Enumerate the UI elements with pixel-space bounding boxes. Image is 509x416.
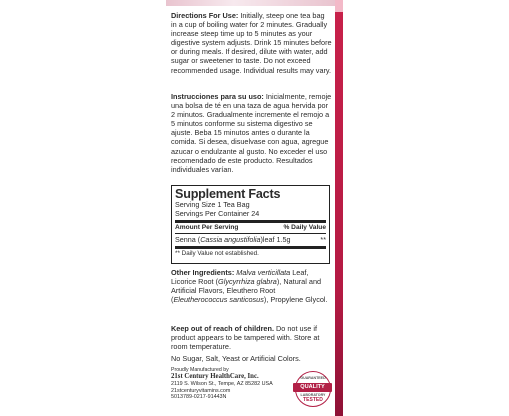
other-ingredients-heading: Other Ingredients: [171,268,235,277]
warning-body: Do not use if product appears to be tampered with. Store at room temperature. [171,324,320,352]
supplement-facts-title: Supplement Facts [175,187,281,201]
other-latin-1: Malva verticillata [236,268,291,277]
warning-heading: Keep out of reach of children. [171,324,274,333]
ingredient-row [175,235,326,244]
directions-section [171,11,332,75]
no-sugar-statement: No Sugar, Salt, Yeast or Artificial Colors. [171,354,301,363]
other-latin-3: Eleutherococcus santicosus [173,295,264,305]
other-text-4: ), Propylene Glycol. [263,295,328,305]
amount-per-serving-header: Amount Per Serving [175,224,239,232]
other-latin-2: Glycyrrhiza glabra [218,277,277,287]
supplement-facts-box [171,185,330,264]
ingredient-dv: ** [320,235,326,245]
instrucciones-body: Inicialmente, remoje una bolsa de té en una taza de agua hervida por 2 minutos. Gradualmente incremente el remojo a 5 minutos conforme su sistema digestivo se ajuste. Beba 15 minutos antes o durante la comida. Si desea, disuelvase con agua, agregue azucar o endulzante al gusto. No exceder el uso recomendado de este producto. Resultados individuales varían. [171,92,332,174]
left-background [0,0,166,416]
badge-top-text: GUARANTEED [300,376,326,380]
badge-band: QUALITY [293,383,332,392]
right-background [343,0,509,416]
thin-rule [175,233,326,234]
manufacturer-website: 21stcenturyvitamins.com [171,387,231,394]
manufacturer-block [171,367,291,401]
other-ingredients-section [171,268,332,304]
warning-section [171,324,332,351]
daily-value-header: % Daily Value [283,224,326,232]
directions-body: Initially, steep one tea bag in a cup of boiling water for 2 minutes. Gradually increase steep time up to 5 minutes as your digestive system adjusts. Drink 15 minutes before or during meals. If desired, dilute with water, add sugar or sweetener to taste. Do not exceed recommended usage. Individual results may vary. [171,11,332,75]
facts-header-row [175,224,326,232]
ingredient-amount: 1.5g [276,235,291,245]
manufacturer-address: 2119 S. Wilson St., Tempe, AZ 85282 USA [171,381,273,388]
other-text-2: Leaf, Licorice Root ( [171,268,309,287]
ingredient-label [175,235,291,244]
badge-tested-text: TESTED [303,397,323,403]
manufacturer-company: 21st Century HealthCare, Inc. [171,373,259,381]
ingredient-latin: Cassia angustifolia [200,235,261,245]
footnote: ** Daily Value not established. [175,250,259,258]
quality-seal-icon [295,371,331,407]
accent-strip [335,0,343,416]
manufacturer-label: Proudly Manufactured by [171,367,229,373]
other-text-3: ), Natural and Artificial Flavors, Eleuthero Root ( [171,277,322,305]
instrucciones-heading: Instrucciones para su uso: [171,92,264,101]
ingredient-name: Senna ( [175,235,201,245]
bottom-rule [175,246,326,249]
servings-per-container: Servings Per Container 24 [175,208,260,218]
top-decoration [166,0,335,6]
directions-heading: Directions For Use: [171,11,239,20]
serving-size: Serving Size 1 Tea Bag [175,200,250,209]
badge-bottom-text: LABORATORY [300,393,326,397]
instrucciones-section [171,92,332,174]
ingredient-part: )leaf [260,235,275,245]
product-code: 5013789-0217-91443N [171,394,227,401]
thick-rule [175,220,326,223]
